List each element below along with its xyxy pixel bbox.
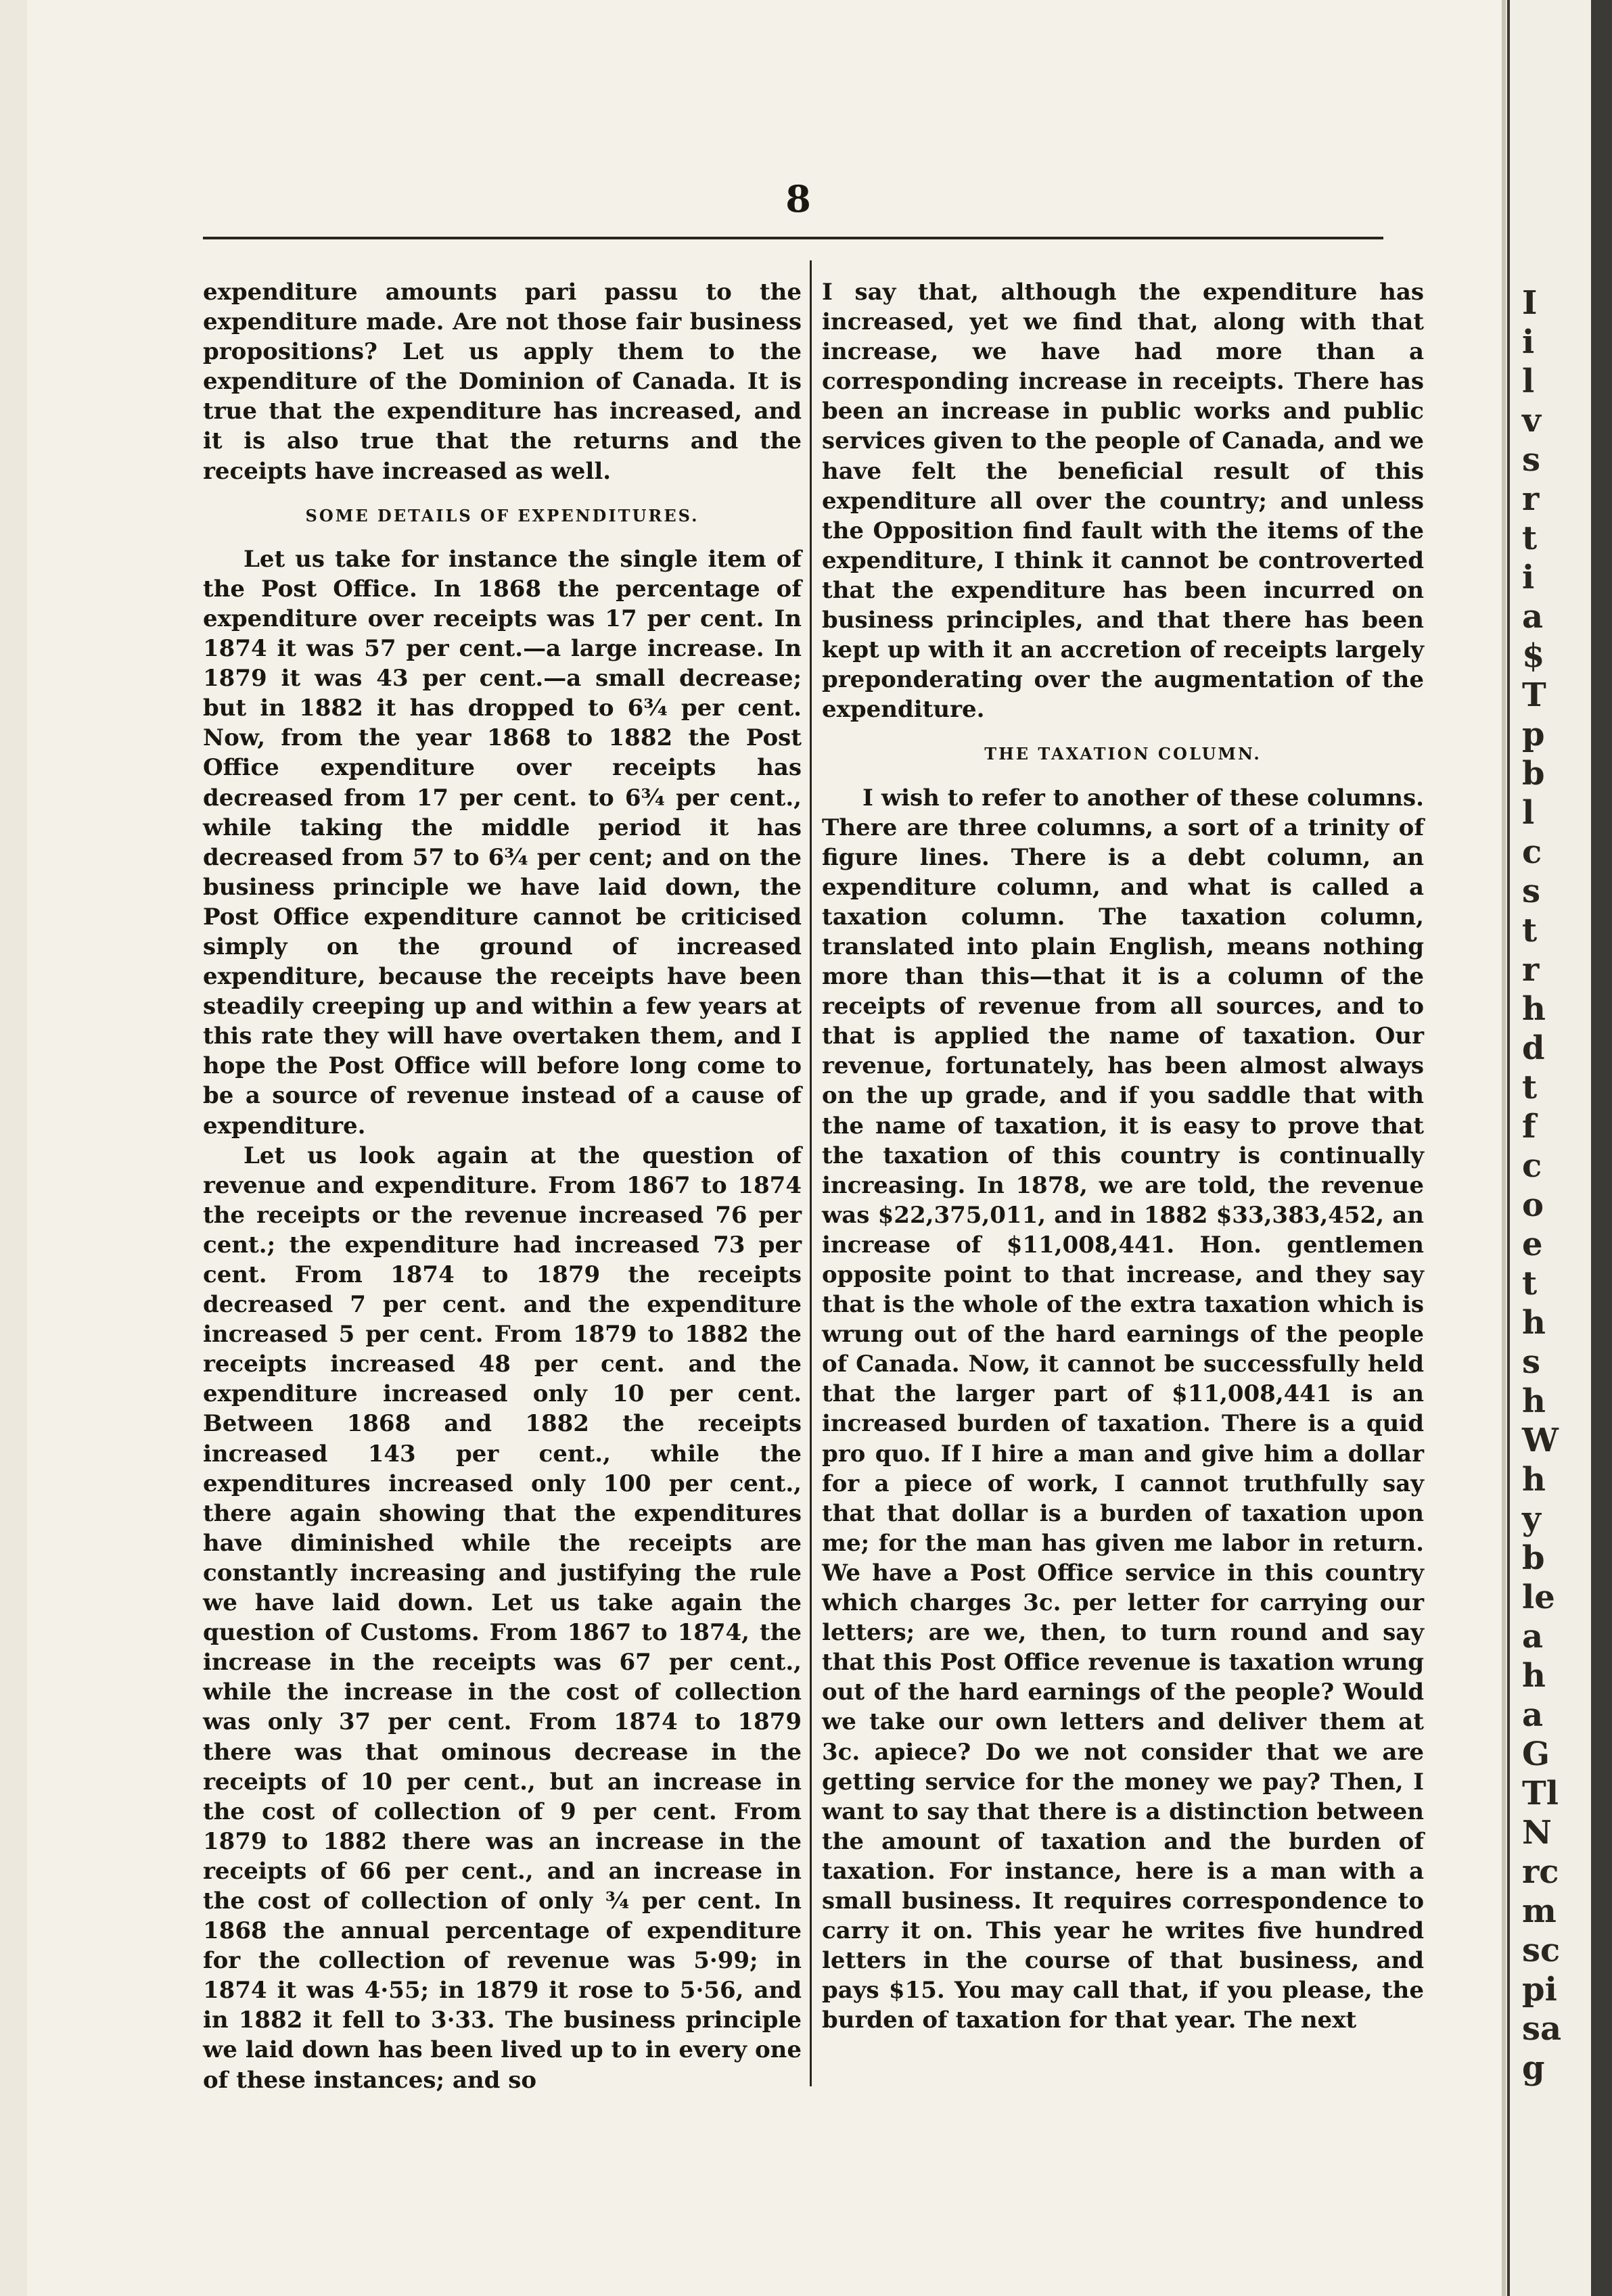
left-paragraph-2: Let us take for instance the single item of the Post Office. In 1868 the percentage of expenditure over receipts was 17 per cent. In 1874 it was 57 per cent.—a large increase. In 1879 it was 43 per cent.—a small decrease; but in 1882 it has dropped to 6¾ per cent. Now, from the year 1868 to 1882 the Post Office expenditure over receipts has decreased from 17 per cent. to 6¾ per cent., while taking the middle period it has decreased from 57 to 6¾ per cent; and on the business principle we have laid down, the Post Office expenditure cannot be criticised simply on the ground of increased expenditure, because the receipts have been steadily creeping up and within a few years at this rate they will have overtaken them, and I hope the Post Office will before long come to be a source of revenue instead of a cause of expenditure. [203, 545, 802, 1140]
section-heading-expenditures: SOME DETAILS OF EXPENDITURES. [305, 505, 699, 525]
edge-fragment: a [1522, 1696, 1544, 1734]
edge-fragment: W [1522, 1422, 1559, 1459]
edge-fragment: r [1522, 951, 1540, 989]
edge-fragment: a [1522, 598, 1544, 636]
edge-fragment: N [1522, 1814, 1552, 1852]
edge-fragment: h [1522, 990, 1546, 1028]
edge-fragment: y [1522, 1500, 1541, 1538]
edge-fragment: m [1522, 1892, 1557, 1930]
edge-fragment: b [1522, 755, 1545, 793]
edge-fragment: h [1522, 1382, 1546, 1420]
section-heading-taxation: THE TAXATION COLUMN. [984, 744, 1262, 764]
edge-fragment: o [1522, 1186, 1544, 1224]
edge-fragment: s [1522, 1343, 1541, 1381]
edge-fragment: s [1522, 441, 1541, 479]
edge-fragment: Tl [1522, 1775, 1559, 1812]
edge-fragment: rc [1522, 1853, 1559, 1891]
edge-fragment: pi [1522, 1971, 1557, 2009]
left-paragraph-1: expenditure amounts pari passu to the expenditure made. Are not those fair business propositions? Let us apply them to the expenditure of the Dominion of Canada. It is true that the expenditure has increased, and it is also true that the returns and the receipts have increased as well. [203, 279, 802, 485]
edge-fragment: l [1522, 362, 1535, 400]
right-paragraph-1: I say that, although the expenditure has increased, yet we find that, along with that increase, we have had more than a corresponding increase in receipts. There has been an increase in public works and public services given to the people of Canada, and we have felt the beneficial result of this expenditure all over the country; and unless the Opposition find fault with the items of the expenditure, I think it cannot be controverted that the expenditure has been incurred on business principles, and that there has been kept up with it an accretion of receipts largely preponderating over the augmentation of the expenditure. [822, 279, 1424, 724]
edge-fragment: c [1522, 1147, 1542, 1185]
book-binding [1591, 0, 1612, 2296]
edge-fragment: I [1522, 284, 1538, 322]
left-paragraph-3: Let us look again at the question of revenue and expenditure. From 1867 to 1874 the receipts or the revenue increased 76 per cent.; the expenditure had increased 73 per cent. From 1874 to 1879 the receipts decreased 7 per cent. and the expenditure increased 5 per cent. From 1879 to 1882 the receipts increased 48 per cent. and the expenditure increased only 10 per cent. Between 1868 and 1882 the receipts increased 143 per cent., while the expenditures increased only 100 per cent., there again showing that the expenditures have diminished while the receipts are constantly increasing and justifying the rule we have laid down. Let us take again the question of Customs. From 1867 to 1874, the increase in the receipts was 67 per cent., while the increase in the cost of collection was only 37 per cent. From 1874 to 1879 there was that ominous decrease in the receipts of 10 per cent., but an increase in the cost of collection of 9 per cent. From 1879 to 1882 there was an increase in the receipts of 66 per cent., and an increase in the cost of collection of only ¾ per cent. In 1868 the annual percentage of expenditure for the collection of revenue was 5·99; in 1874 it was 4·55; in 1879 it rose to 5·56, and in 1882 it fell to 3·33. The business principle we laid down has been lived up to in every one of these instances; and so [203, 1142, 802, 2094]
edge-fragment: h [1522, 1304, 1546, 1342]
edge-fragment: t [1522, 1069, 1538, 1106]
edge-fragment: i [1522, 559, 1535, 596]
edge-fragment: a [1522, 1618, 1544, 1656]
edge-fragment: g [1522, 2049, 1545, 2087]
page-number: 8 [785, 177, 811, 220]
edge-fragment: l [1522, 794, 1535, 832]
edge-fragment: t [1522, 1265, 1538, 1303]
edge-fragment: c [1522, 833, 1542, 871]
edge-fragment: G [1522, 1735, 1550, 1773]
edge-fragment: $ [1522, 637, 1545, 675]
right-paragraph-2: I wish to refer to another of these columns. There are three columns, a sort of a trinity of figure lines. There is a debt column, an expenditure column, and what is called a taxation column. The taxation column, translated into plain English, means nothing more than this—that it is a column of the receipts of revenue from all sources, and to that is applied the name of taxation. Our revenue, fortunately, has been almost always on the up grade, and if you saddle that with the name of taxation, it is easy to prove that the taxation of this country is continually increasing. In 1878, we are told, the revenue was $22,375,011, and in 1882 $33,383,452, an increase of $11,008,441. Hon. gentlemen opposite point to that increase, and they say that is the whole of the extra taxation which is wrung out of the hard earnings of the people of Canada. Now, it cannot be successfully held that the larger part of $11,008,441 is an increased burden of taxation. There is a quid pro quo. If I hire a man and give him a dollar for a piece of work, I cannot truthfully say that that dollar is a burden of taxation upon me; for the man has given me labor in return. We have a Post Office service in this country which charges 3c. per letter for carrying our letters; are we, then, to turn round and say that this Post Office revenue is taxation wrung out of the hard earnings of the people? Would we take our own letters and deliver them at 3c. apiece? Do we not consider that we are getting service for the money we pay? Then, I want to say that there is a distinction between the amount of taxation and the burden of taxation. For instance, here is a man with a small business. It requires correspondence to carry it on. This year he writes five hundred letters in the course of that business, and pays $15. You may call that, if you please, the burden of taxation for that year. The next [822, 784, 1424, 2034]
edge-fragment: r [1522, 480, 1540, 518]
edge-fragment: f [1522, 1108, 1536, 1146]
left-column [203, 277, 802, 2095]
edge-fragment: v [1522, 402, 1541, 440]
edge-fragment: sc [1522, 1931, 1561, 1969]
edge-fragment: i [1522, 323, 1535, 361]
column-divider [810, 260, 812, 2086]
header-rule [203, 237, 1383, 239]
edge-fragment: sa [1522, 2010, 1562, 2048]
edge-fragment: T [1522, 676, 1546, 714]
edge-fragment: p [1522, 716, 1545, 753]
right-column [822, 277, 1424, 2035]
edge-fragment: h [1522, 1657, 1546, 1695]
edge-fragment: d [1522, 1029, 1545, 1067]
edge-fragment: s [1522, 872, 1541, 910]
edge-fragment: b [1522, 1539, 1545, 1577]
edge-fragment: t [1522, 912, 1538, 950]
edge-fragment: le [1522, 1578, 1555, 1616]
edge-fragment: e [1522, 1225, 1543, 1263]
edge-fragment: t [1522, 519, 1538, 557]
edge-fragment: h [1522, 1461, 1546, 1499]
